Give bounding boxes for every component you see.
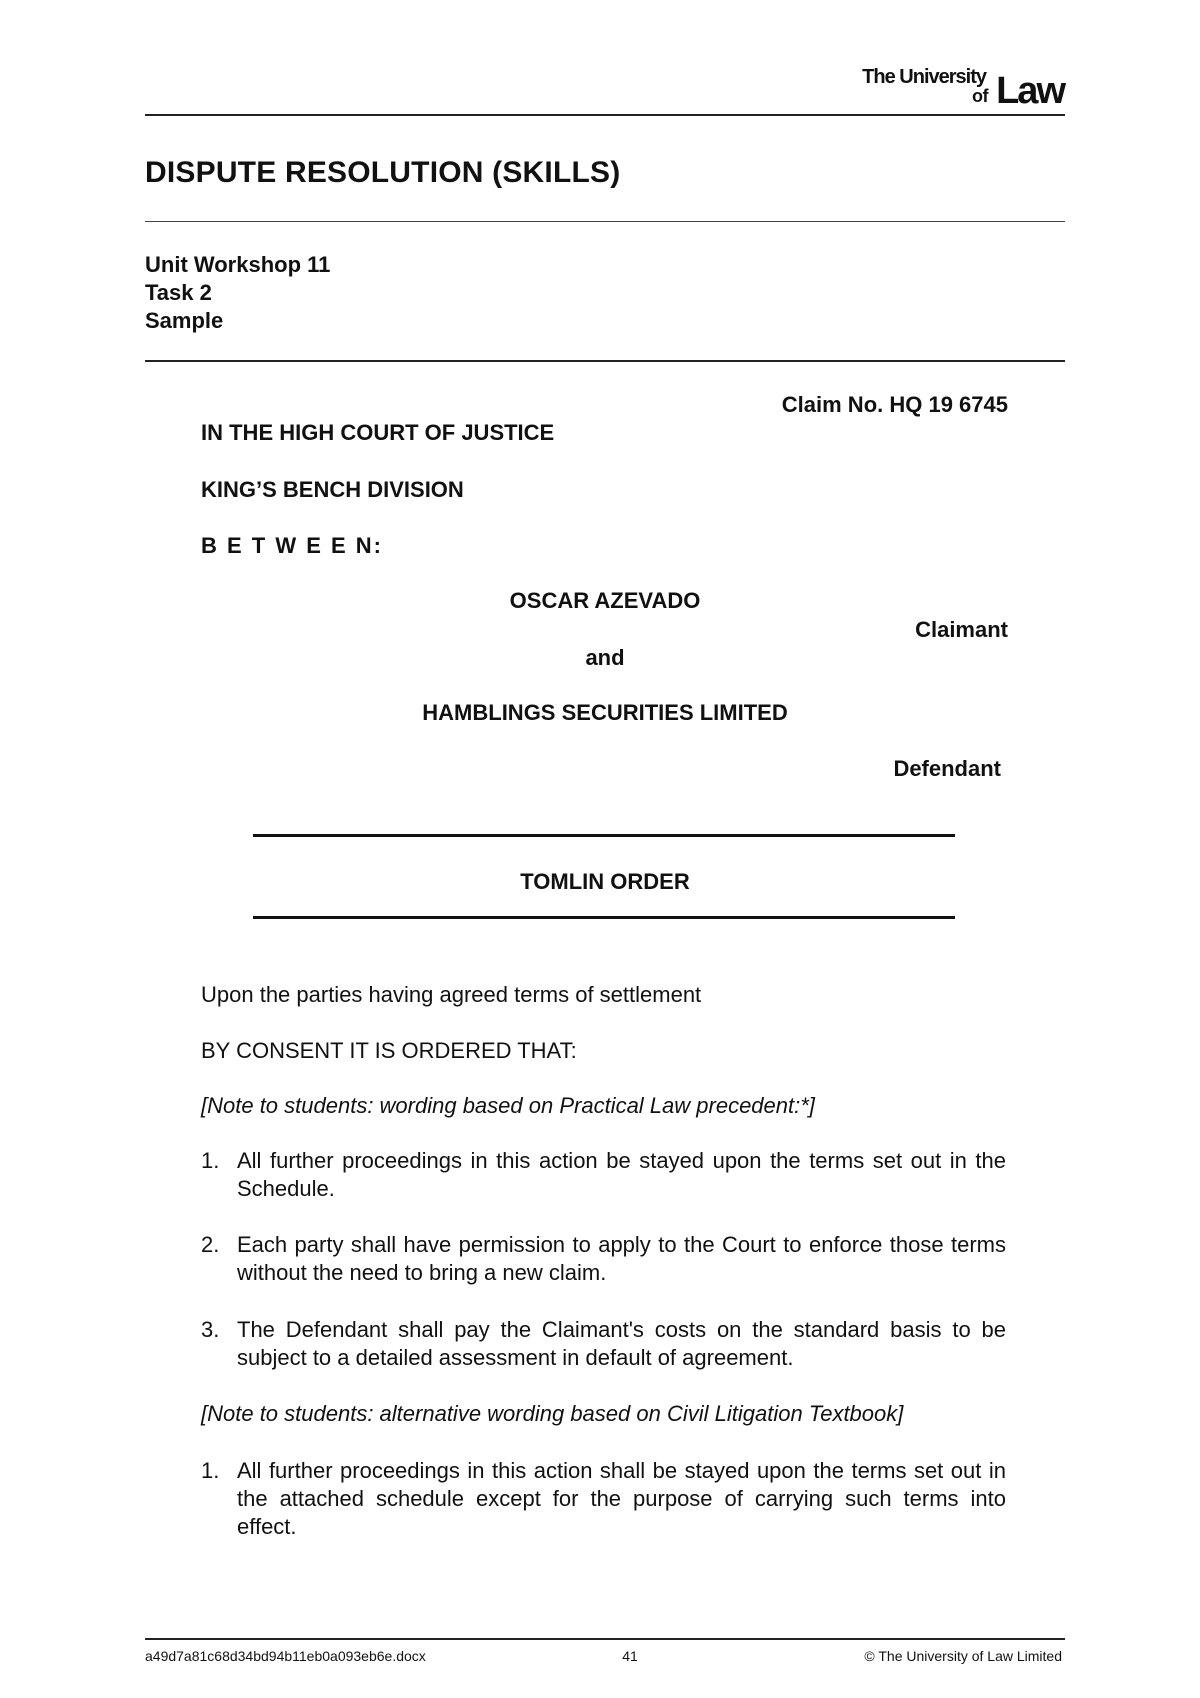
title-rule-top — [253, 834, 955, 837]
unit-label: Unit Workshop 11 — [145, 252, 331, 277]
between-label: B E T W E E N: — [201, 533, 383, 558]
sample-label: Sample — [145, 308, 224, 333]
recital: Upon the parties having agreed terms of settlement — [201, 982, 702, 1007]
defendant-role: Defendant — [893, 756, 1001, 781]
order-title: TOMLIN ORDER — [520, 869, 690, 894]
header-rule-bottom — [145, 360, 1065, 362]
list-item-number: 1. — [201, 1148, 220, 1173]
note-practical-law: [Note to students: wording based on Practical Law precedent:*] — [201, 1093, 815, 1118]
page-number: 41 — [622, 1648, 638, 1664]
claimant-name: OSCAR AZEVADO — [509, 588, 701, 613]
header-rule-top — [145, 114, 1065, 116]
document-title: DISPUTE RESOLUTION (SKILLS) — [145, 156, 621, 189]
list-item-text: All further proceedings in this action be stayed upon the terms set out in the Schedule. — [237, 1148, 1006, 1201]
list-item-number: 2. — [201, 1232, 220, 1257]
list-item-number: 3. — [201, 1317, 220, 1342]
footer-copyright: © The University of Law Limited — [864, 1648, 1062, 1664]
task-label: Task 2 — [145, 280, 212, 305]
footer-rule — [145, 1638, 1065, 1640]
claim-number: Claim No. HQ 19 6745 — [781, 392, 1008, 417]
list-item-text: Each party shall have permission to apply to the Court to enforce those terms without the need to bring a new claim. — [237, 1232, 1006, 1285]
and-label: and — [585, 645, 625, 670]
court-division: KING’S BENCH DIVISION — [201, 477, 464, 502]
footer-filename: a49d7a81c68d34bd94b11eb0a093eb6e.docx — [145, 1648, 426, 1664]
court-name: IN THE HIGH COURT OF JUSTICE — [201, 420, 555, 445]
defendant-name: HAMBLINGS SECURITIES LIMITED — [422, 700, 788, 725]
list-item-text: The Defendant shall pay the Claimant's costs on the standard basis to be subject to a detailed assessment in default of agreement. — [237, 1317, 1006, 1370]
university-logo — [844, 66, 1064, 110]
list-item-number: 1. — [201, 1458, 220, 1483]
list-item-text: All further proceedings in this action shall be stayed upon the terms set out in the attached schedule except for the purpose of carrying such terms into effect. — [237, 1458, 1006, 1539]
header-rule-middle — [145, 221, 1065, 222]
consent-clause: BY CONSENT IT IS ORDERED THAT: — [201, 1038, 577, 1063]
logo-line-2: of — [972, 86, 988, 106]
logo-line-3: Law — [996, 70, 1064, 112]
logo-line-1: The University — [862, 66, 986, 88]
note-civil-litigation: [Note to students: alternative wording based on Civil Litigation Textbook] — [201, 1401, 904, 1426]
title-rule-bottom — [253, 916, 955, 919]
claimant-role: Claimant — [915, 617, 1008, 642]
